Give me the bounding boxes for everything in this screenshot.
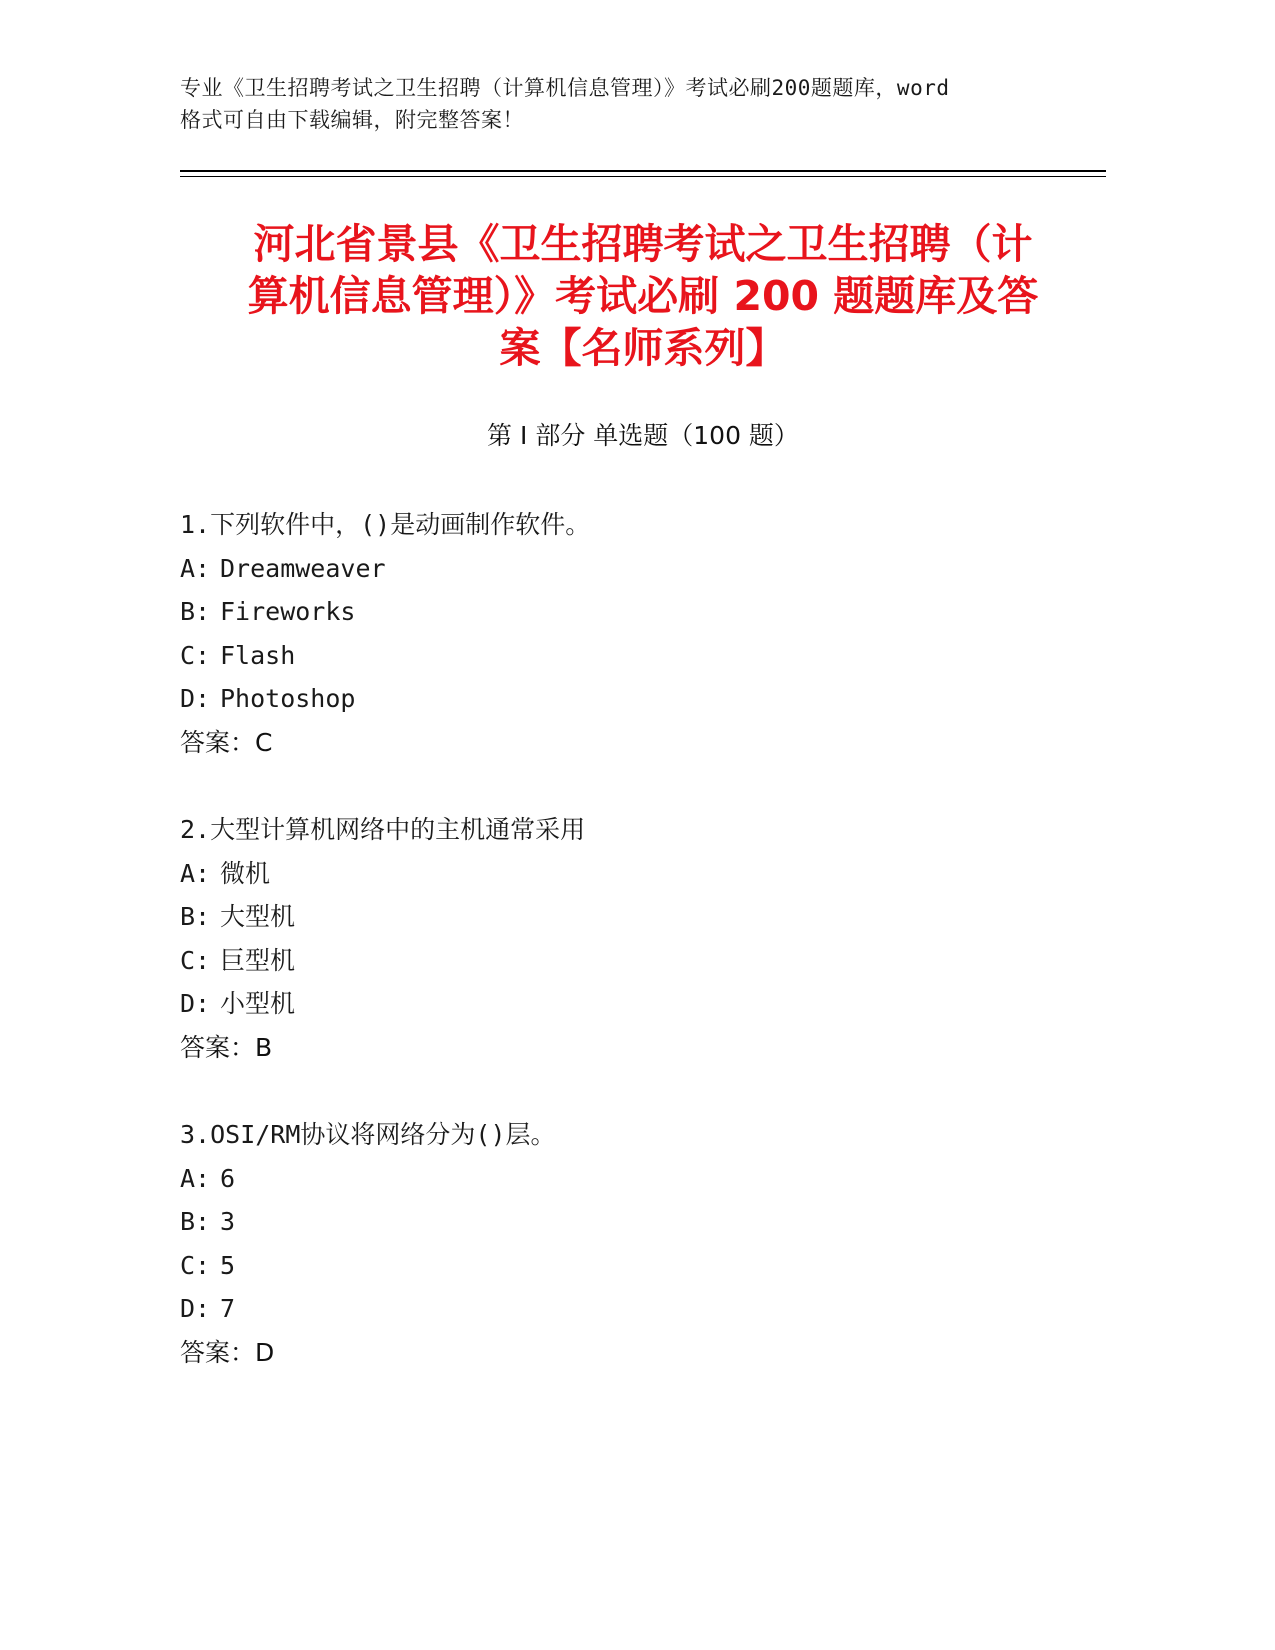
option-d (180, 1287, 1106, 1331)
option-text: Fireworks (220, 597, 356, 627)
option-letter: D: (180, 1294, 211, 1324)
header-note-line-1: 专业《卫生招聘考试之卫生招聘（计算机信息管理）》考试必刷200题题库，word (180, 76, 950, 100)
option-c (180, 634, 1106, 678)
option-a (180, 547, 1106, 591)
option-text: Dreamweaver (220, 553, 386, 583)
option-text: 小型机 (220, 989, 296, 1019)
option-text: Flash (220, 640, 296, 670)
header-divider-thin (180, 176, 1106, 177)
option-letter: A: (180, 858, 211, 888)
option-letter: A: (180, 1163, 211, 1193)
question-stem: 2.大型计算机网络中的主机通常采用 (180, 815, 586, 844)
option-c (180, 1244, 1106, 1288)
option-letter: C: (180, 1250, 211, 1280)
header-divider-thick (180, 170, 1106, 172)
section-heading: 第 I 部分 单选题（100 题） (487, 421, 799, 450)
question-stem: 3.OSI/RM协议将网络分为()层。 (180, 1120, 556, 1149)
option-b (180, 1200, 1106, 1244)
option-b (180, 590, 1106, 634)
answer-key: 答案：D (180, 1337, 275, 1367)
question-stem: 1.下列软件中，()是动画制作软件。 (180, 510, 591, 539)
option-letter: B: (180, 597, 211, 627)
option-letter: A: (180, 553, 211, 583)
option-letter: C: (180, 945, 211, 975)
option-a (180, 1157, 1106, 1201)
option-d (180, 982, 1106, 1026)
option-letter: D: (180, 989, 211, 1019)
document-title-line-2: 算机信息管理）》考试必刷 200 题题库及答 (247, 272, 1039, 320)
option-text: 微机 (220, 858, 271, 888)
option-c (180, 939, 1106, 983)
header-note-line-2: 格式可自由下载编辑，附完整答案！ (180, 108, 524, 132)
option-b (180, 895, 1106, 939)
document-title (180, 218, 1106, 374)
question-block (180, 503, 1106, 765)
header-note (180, 72, 1080, 136)
answer-key: 答案：B (180, 1032, 273, 1062)
document-title-line-3: 案【名师系列】 (499, 324, 787, 372)
question-block (180, 808, 1106, 1070)
option-text: 7 (220, 1294, 236, 1324)
option-letter: B: (180, 902, 211, 932)
answer-key: 答案：C (180, 727, 273, 757)
option-text: 3 (220, 1207, 236, 1237)
option-a (180, 852, 1106, 896)
option-text: 5 (220, 1250, 236, 1280)
document-title-line-1: 河北省景县《卫生招聘考试之卫生招聘（计 (253, 220, 1033, 268)
option-text: 大型机 (220, 902, 296, 932)
option-text: 巨型机 (220, 945, 296, 975)
option-text: 6 (220, 1163, 236, 1193)
option-letter: C: (180, 640, 211, 670)
option-text: Photoshop (220, 684, 356, 714)
option-d (180, 677, 1106, 721)
question-block (180, 1113, 1106, 1375)
option-letter: D: (180, 684, 211, 714)
option-letter: B: (180, 1207, 211, 1237)
